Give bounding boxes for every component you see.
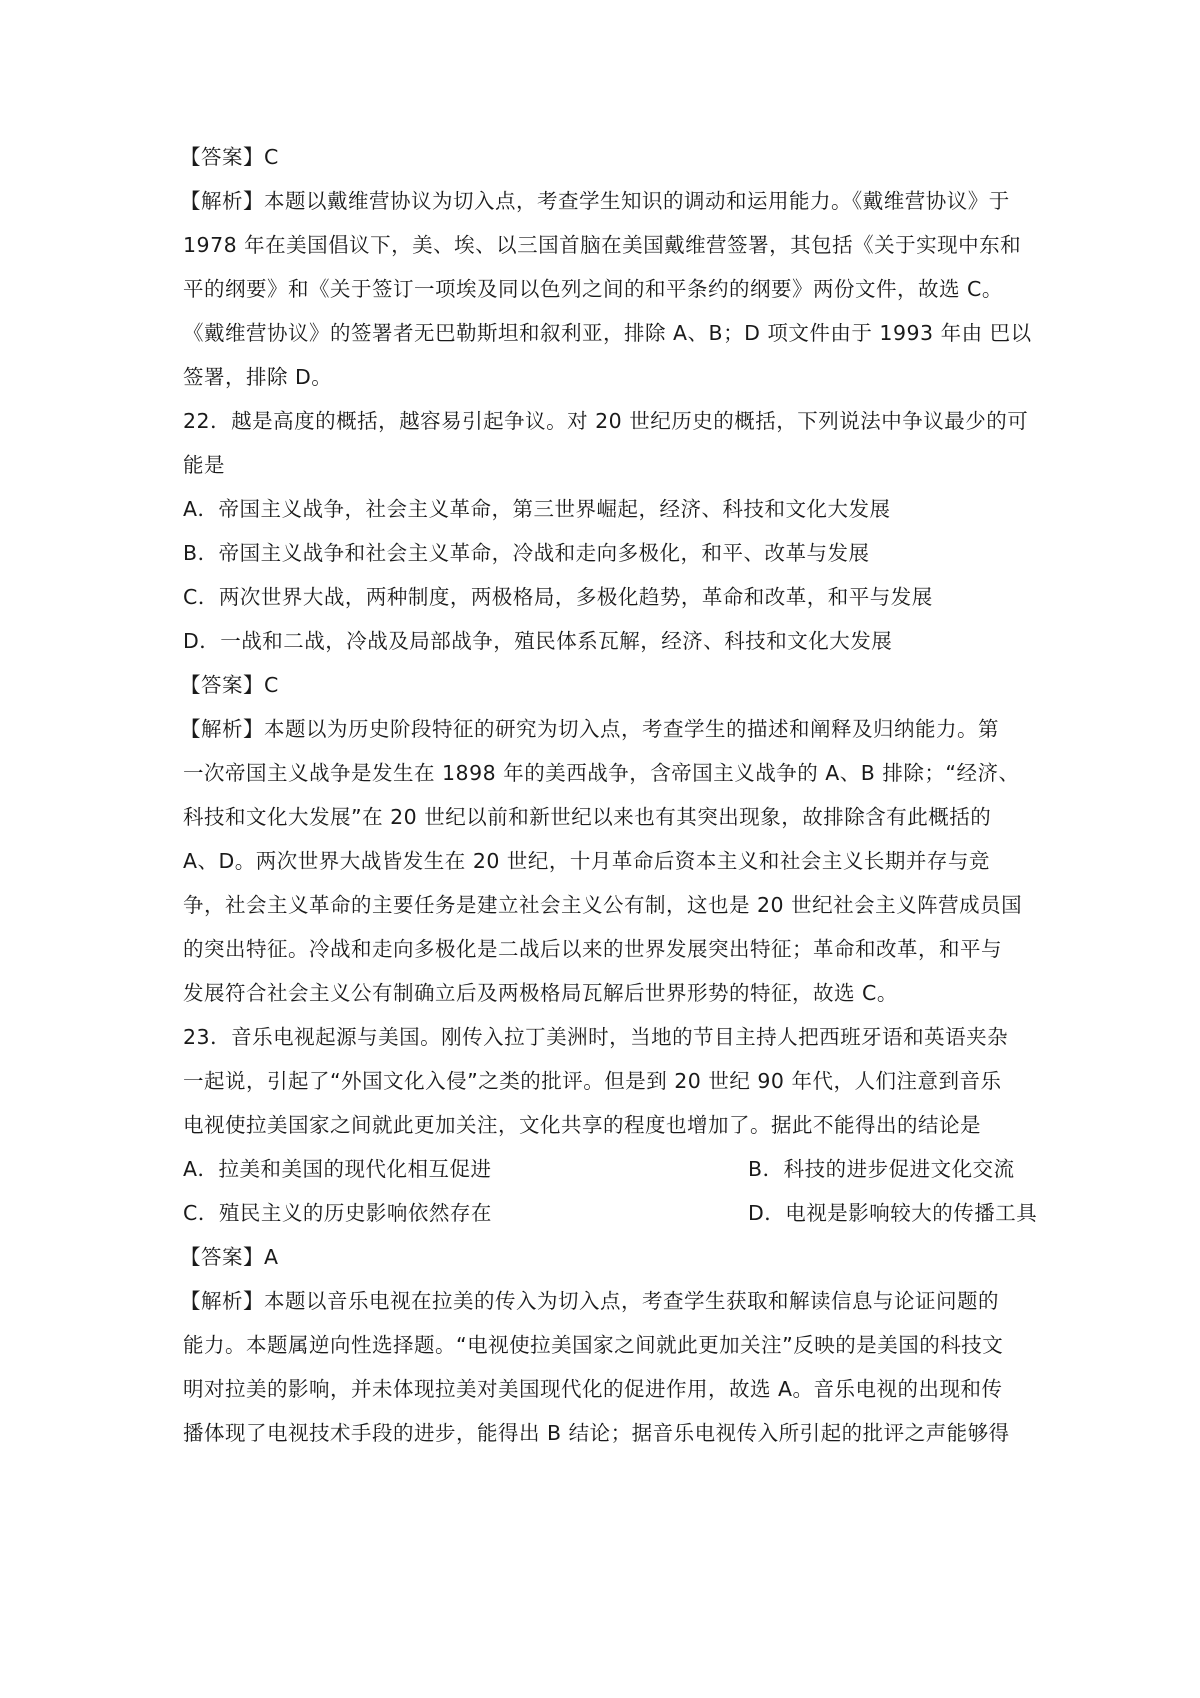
q22-option-a: A．帝国主义战争，社会主义革命，第三世界崛起，经济、科技和文化大发展 [183,497,891,521]
q23-options-row-1 [183,1154,1043,1184]
q21-analysis-line-3: 平的纲要》和《关于签订一项埃及同以色列之间的和平条约的纲要》两份文件，故选 C。 [183,277,1003,301]
q23-options-row-2 [183,1198,1043,1228]
q21-analysis-line-1: 【解析】本题以戴维营协议为切入点，考查学生知识的调动和运用能力。《戴维营协议》于 [180,189,1010,213]
q22-analysis-line-2: 一次帝国主义战争是发生在 1898 年的美西战争，含帝国主义战争的 A、B 排除；“经济、 [183,761,1020,785]
q22-analysis-line-5: 争，社会主义革命的主要任务是建立社会主义公有制，这也是 20 世纪社会主义阵营成员国 [183,893,1023,917]
q22-analysis-line-1: 【解析】本题以为历史阶段特征的研究为切入点，考查学生的描述和阐释及归纳能力。第 [180,717,999,741]
q23-option-b: B．科技的进步促进文化交流 [748,1157,1015,1181]
q23-analysis-line-1: 【解析】本题以音乐电视在拉美的传入为切入点，考查学生获取和解读信息与论证问题的 [180,1289,999,1313]
q21-analysis-line-5: 签署，排除 D。 [183,365,333,389]
q22-analysis-line-4: A、D。两次世界大战皆发生在 20 世纪，十月革命后资本主义和社会主义长期并存与竞 [183,849,990,873]
q22-answer: 【答案】C [180,673,279,697]
q22-analysis-line-7: 发展符合社会主义公有制确立后及两极格局瓦解后世界形势的特征，故选 C。 [183,981,898,1005]
q23-stem-line-2: 一起说，引起了“外国文化入侵”之类的批评。但是到 20 世纪 90 年代，人们注意到音乐 [183,1069,1002,1093]
q21-analysis-line-2: 1978 年在美国倡议下，美、埃、以三国首脑在美国戴维营签署，其包括《关于实现中东和 [183,233,1022,257]
q23-option-c: C．殖民主义的历史影响依然存在 [183,1201,492,1225]
q23-analysis-line-3: 明对拉美的影响，并未体现拉美对美国现代化的促进作用，故选 A。音乐电视的出现和传 [183,1377,1003,1401]
q23-answer: 【答案】A [180,1245,279,1269]
q23-stem-line-3: 电视使拉美国家之间就此更加关注，文化共享的程度也增加了。据此不能得出的结论是 [183,1113,981,1137]
q23-stem-line-1: 23．音乐电视起源与美国。刚传入拉丁美洲时，当地的节目主持人把西班牙语和英语夹杂 [183,1025,1009,1049]
q22-option-d: D．一战和二战，冷战及局部战争，殖民体系瓦解，经济、科技和文化大发展 [183,629,893,653]
q22-option-b: B．帝国主义战争和社会主义革命，冷战和走向多极化，和平、改革与发展 [183,541,870,565]
q23-option-d: D．电视是影响较大的传播工具 [748,1201,1038,1225]
q22-stem-line-2: 能是 [183,453,225,477]
q21-answer: 【答案】C [180,145,279,169]
q22-analysis-line-3: 科技和文化大发展”在 20 世纪以前和新世纪以来也有其突出现象，故排除含有此概括的 [183,805,992,829]
q22-stem-line-1: 22．越是高度的概括，越容易引起争议。对 20 世纪历史的概括，下列说法中争议最少的可 [183,409,1029,433]
q22-analysis-line-6: 的突出特征。冷战和走向多极化是二战后以来的世界发展突出特征；革命和改革，和平与 [183,937,1002,961]
q22-option-c: C．两次世界大战，两种制度，两极格局，多极化趋势，革命和改革，和平与发展 [183,585,933,609]
q23-analysis-line-2: 能力。本题属逆向性选择题。“电视使拉美国家之间就此更加关注”反映的是美国的科技文 [183,1333,1004,1357]
q21-analysis-line-4: 《戴维营协议》的签署者无巴勒斯坦和叙利亚，排除 A、B；D 项文件由于 1993 年由 巴以 [183,321,1032,345]
q23-option-a: A．拉美和美国的现代化相互促进 [183,1157,492,1181]
q23-analysis-line-4: 播体现了电视技术手段的进步，能得出 B 结论；据音乐电视传入所引起的批评之声能够得 [183,1421,1010,1445]
